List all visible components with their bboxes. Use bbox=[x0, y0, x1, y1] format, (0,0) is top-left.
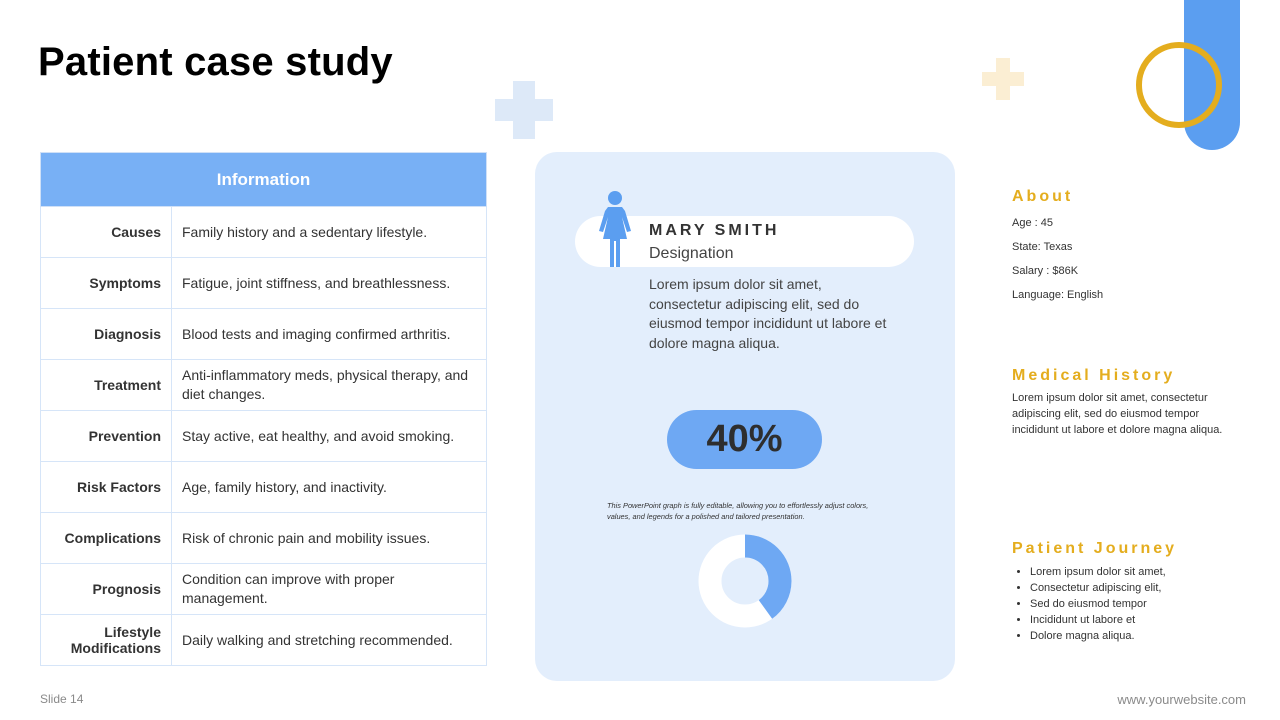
information-table bbox=[40, 152, 487, 666]
table-row bbox=[41, 360, 487, 411]
table-row bbox=[41, 207, 487, 258]
patient-journey-list bbox=[1012, 564, 1166, 644]
table-row bbox=[41, 462, 487, 513]
journey-item: • Sed do eiusmod tempor bbox=[1030, 596, 1166, 612]
plus-icon bbox=[982, 58, 1024, 100]
row-value: Stay active, eat healthy, and avoid smoking. bbox=[172, 411, 487, 462]
row-value: Age, family history, and inactivity. bbox=[172, 462, 487, 513]
patient-designation: Designation bbox=[649, 245, 734, 262]
table-row bbox=[41, 258, 487, 309]
row-value: Family history and a sedentary lifestyle. bbox=[172, 207, 487, 258]
plus-icon bbox=[495, 81, 553, 139]
table-row bbox=[41, 309, 487, 360]
row-value: Daily walking and stretching recommended. bbox=[172, 615, 487, 666]
about-item: Language: English bbox=[1012, 289, 1104, 301]
about-heading: About bbox=[1012, 188, 1074, 205]
patient-name: MARY SMITH bbox=[649, 222, 780, 239]
row-label: Symptoms bbox=[41, 258, 172, 309]
row-value: Anti-inflammatory meds, physical therapy, and diet changes. bbox=[172, 360, 487, 411]
row-value: Fatigue, joint stiffness, and breathlessness. bbox=[172, 258, 487, 309]
slide-number: Slide 14 bbox=[40, 692, 84, 706]
row-value: Risk of chronic pain and mobility issues. bbox=[172, 513, 487, 564]
journey-item: • Incididunt ut labore et bbox=[1030, 612, 1166, 628]
row-value: Blood tests and imaging confirmed arthritis. bbox=[172, 309, 487, 360]
row-label: Risk Factors bbox=[41, 462, 172, 513]
about-list bbox=[1012, 217, 1103, 313]
table-row bbox=[41, 564, 487, 615]
table-header: Information bbox=[41, 153, 487, 207]
medical-history-text: Lorem ipsum dolor sit amet, consectetur adipiscing elit, sed do eiusmod tempor incididunt ut labore et dolore magna aliqua. bbox=[1012, 392, 1223, 436]
journey-item: • Consectetur adipiscing elit, bbox=[1030, 580, 1166, 596]
decorative-ring bbox=[1136, 42, 1222, 128]
row-value: Condition can improve with proper management. bbox=[172, 564, 487, 615]
page-title: Patient case study bbox=[38, 40, 393, 84]
row-label: Diagnosis bbox=[41, 309, 172, 360]
graph-note: This PowerPoint graph is fully editable, allowing you to effortlessly adjust colors, values, and legends for a polished and tailored presentation. bbox=[607, 501, 869, 521]
donut-chart bbox=[698, 534, 792, 628]
journey-item: • Dolore magna aliqua. bbox=[1030, 628, 1166, 644]
table-row bbox=[41, 513, 487, 564]
row-label: Lifestyle Modifications bbox=[41, 615, 172, 666]
website-link[interactable]: www.yourwebsite.com bbox=[1117, 692, 1246, 707]
patient-description: Lorem ipsum dolor sit amet, consectetur adipiscing elit, sed do eiusmod tempor incididunt ut labore et dolore magna aliqua. bbox=[649, 276, 887, 351]
table-row bbox=[41, 615, 487, 666]
row-label: Treatment bbox=[41, 360, 172, 411]
about-item: Age : 45 bbox=[1012, 217, 1053, 229]
row-label: Causes bbox=[41, 207, 172, 258]
medical-history-heading: Medical History bbox=[1012, 367, 1176, 384]
about-item: Salary : $86K bbox=[1012, 265, 1079, 277]
patient-journey-heading: Patient Journey bbox=[1012, 540, 1178, 557]
table-row bbox=[41, 411, 487, 462]
percentage-badge: 40% bbox=[667, 410, 822, 469]
person-female-icon bbox=[595, 191, 635, 267]
row-label: Prognosis bbox=[41, 564, 172, 615]
row-label: Complications bbox=[41, 513, 172, 564]
about-item: State: Texas bbox=[1012, 241, 1073, 253]
row-label: Prevention bbox=[41, 411, 172, 462]
journey-item: • Lorem ipsum dolor sit amet, bbox=[1030, 564, 1166, 580]
